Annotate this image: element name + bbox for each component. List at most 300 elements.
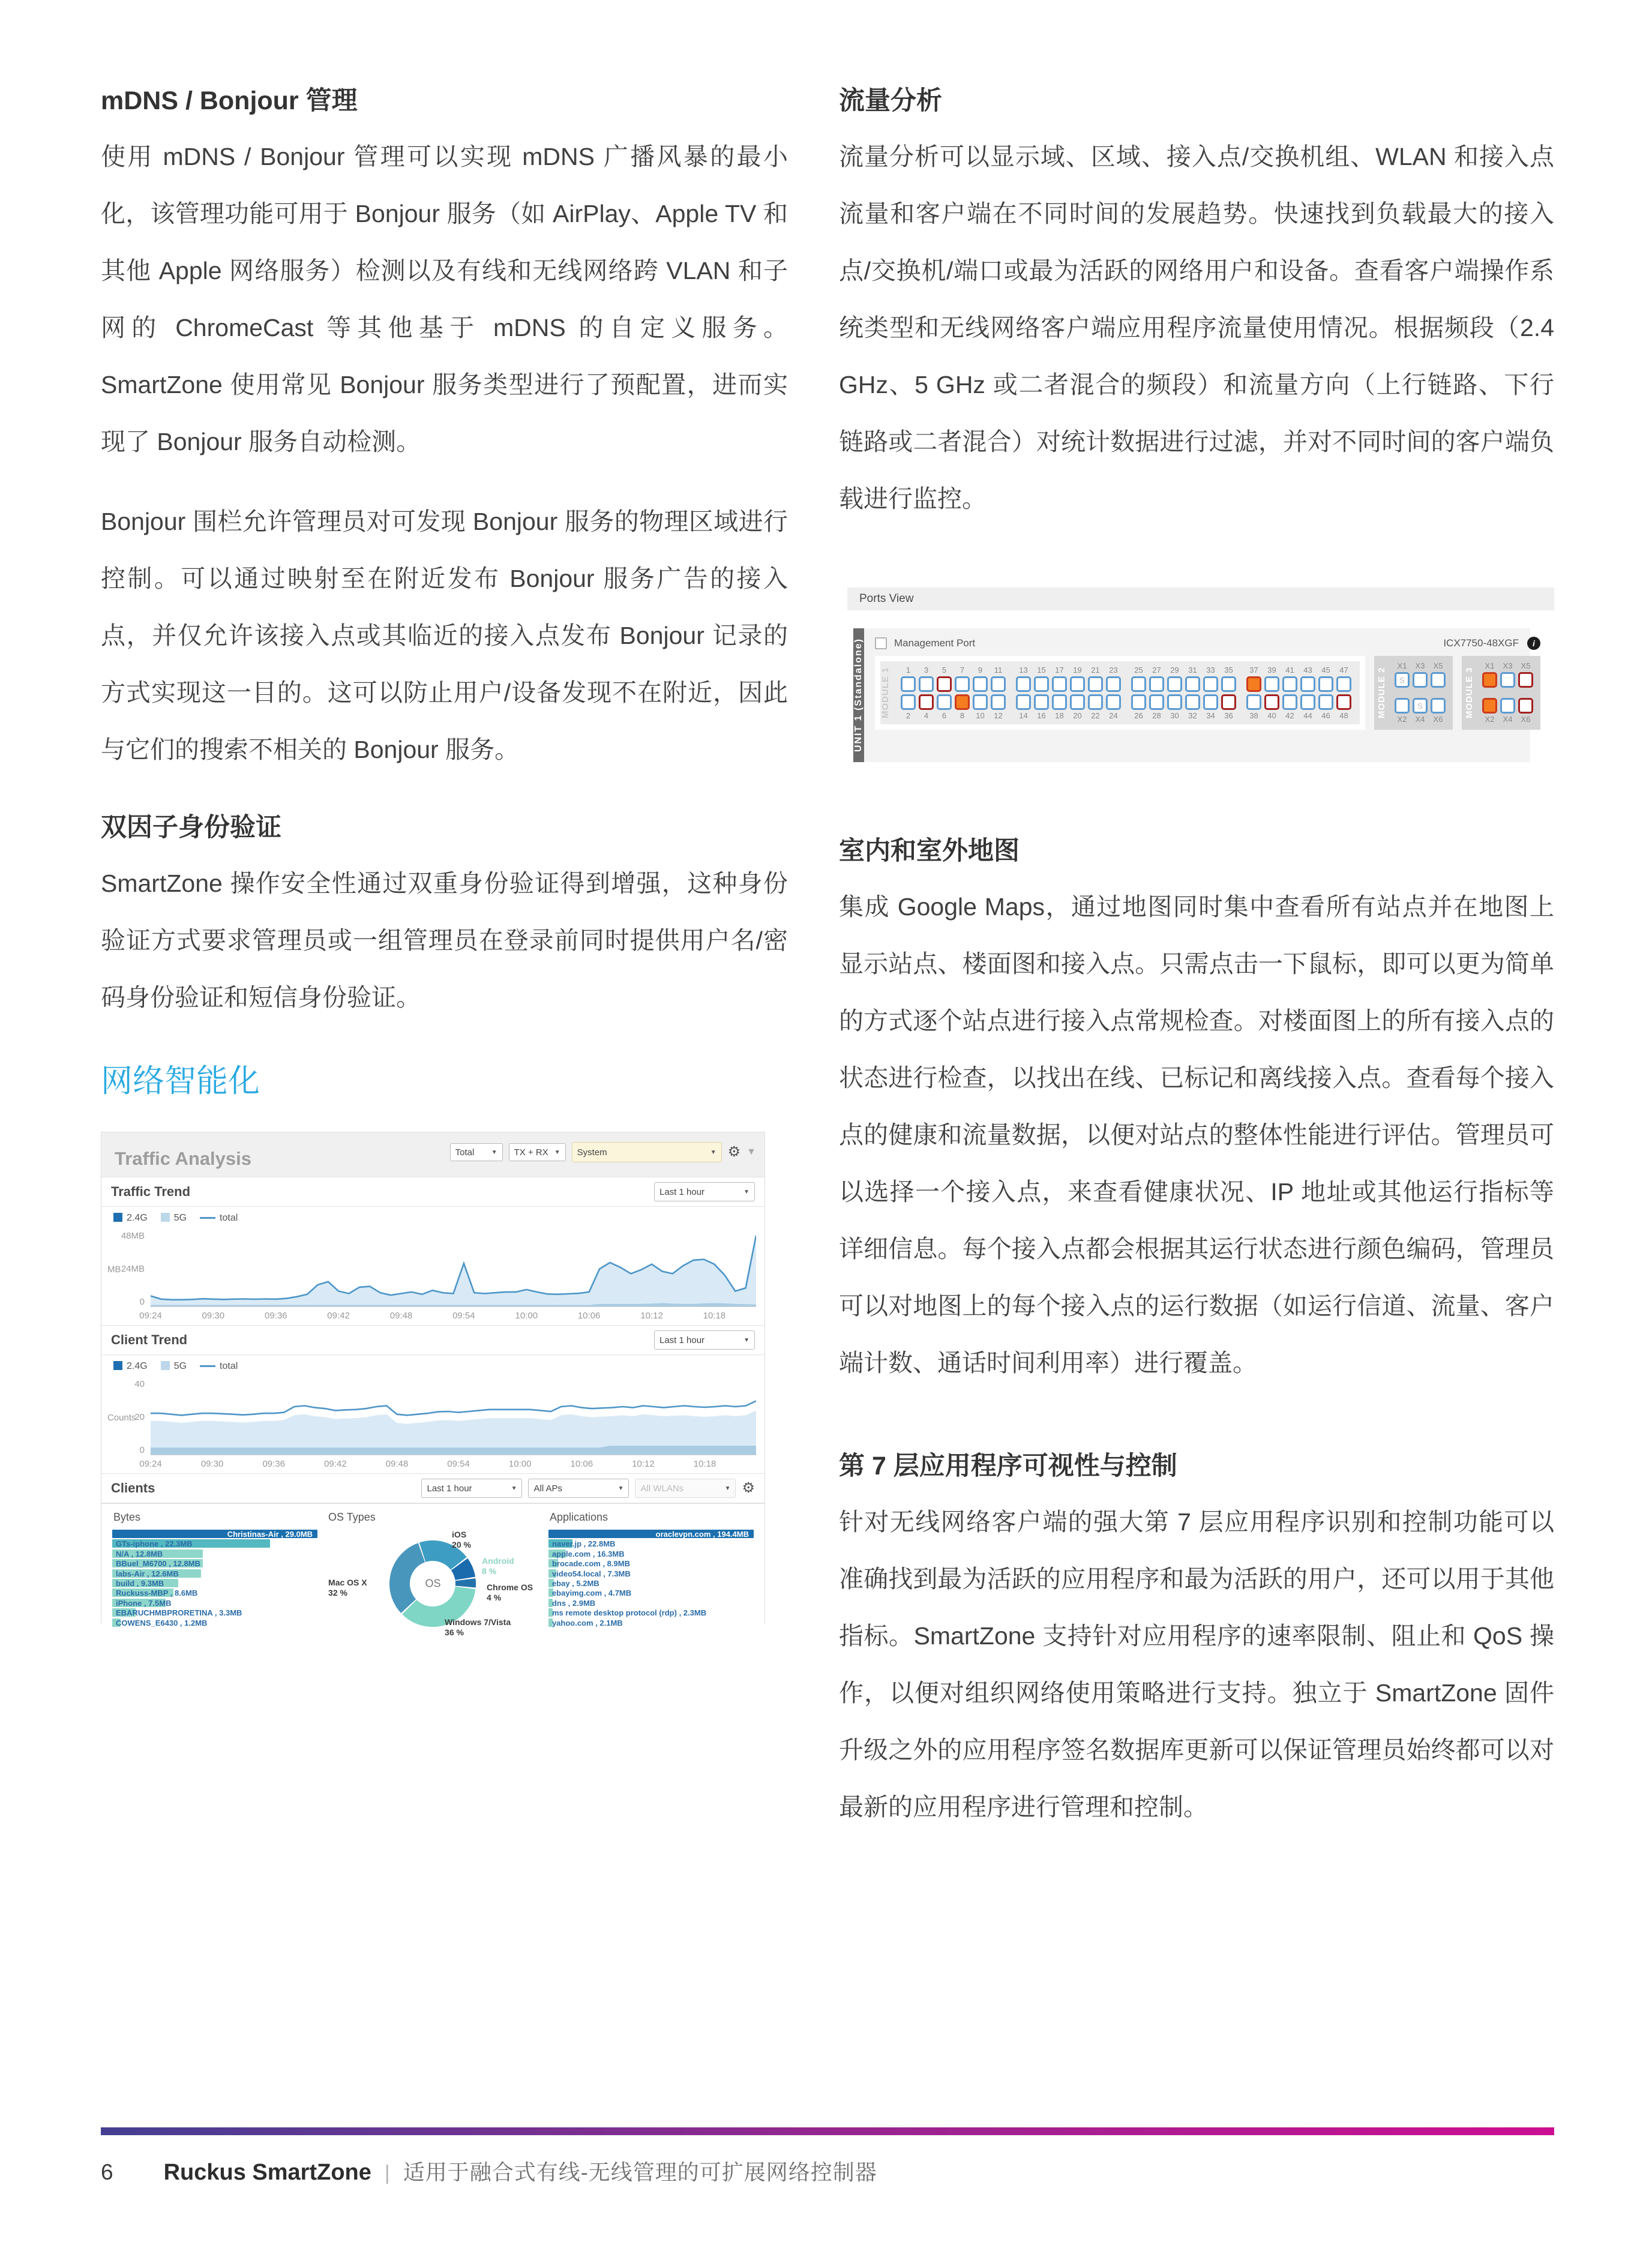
bar-row: [548, 1559, 754, 1569]
port-column: [1482, 661, 1497, 724]
port-column: [1070, 666, 1085, 721]
port-column: [1016, 666, 1031, 721]
range-value: Last 1 hour: [659, 1186, 705, 1197]
port-number: 34: [1206, 711, 1215, 720]
port-column: [937, 666, 952, 721]
port-column: [1431, 661, 1446, 724]
switch-port[interactable]: [1106, 694, 1121, 710]
ports-view-title: Ports View: [847, 588, 1554, 610]
plot-area: [101, 1379, 756, 1455]
switch-port[interactable]: [1413, 698, 1428, 714]
bar-label: labs-Air , 12.6MB: [116, 1569, 179, 1578]
legend-24g-swatch: [113, 1213, 122, 1222]
bar-label: iPhone , 7.5MB: [116, 1598, 172, 1608]
switch-port[interactable]: [901, 694, 916, 710]
port-number: 20: [1073, 711, 1082, 720]
switch-port[interactable]: [1203, 694, 1218, 710]
x-tick-label: 10:12: [632, 1459, 655, 1469]
bar-label: COWENS_E6430 , 1.2MB: [116, 1618, 208, 1627]
port-number: 23: [1109, 665, 1118, 675]
legend-total: total: [200, 1213, 238, 1224]
donut-label-windows-7-vista: Windows 7/Vista 36 %: [445, 1617, 511, 1637]
port-number: 44: [1303, 711, 1312, 720]
switch-port[interactable]: [1221, 694, 1236, 710]
port-column: [1203, 666, 1218, 721]
switch-port[interactable]: [1131, 676, 1146, 692]
bar-label: apple.com , 16.3MB: [551, 1549, 625, 1558]
traffic-analysis-screenshot: [101, 1132, 765, 1637]
switch-port[interactable]: [1413, 672, 1428, 688]
switch-unit-panel: [853, 628, 1535, 762]
port-number: 17: [1055, 665, 1064, 675]
x-tick-label: 09:42: [324, 1459, 347, 1469]
bar-label: naver.jp , 22.8MB: [551, 1539, 616, 1549]
bar-label: brocade.com , 8.9MB: [551, 1559, 630, 1569]
donut-label-mac-os-x: Mac OS X 32 %: [328, 1578, 367, 1597]
unit-toprow: [875, 636, 1540, 651]
range-value: Last 1 hour: [659, 1335, 705, 1345]
port-column: [1034, 666, 1049, 721]
switch-port[interactable]: [1185, 694, 1200, 710]
switch-model-label: ICX7750-48XGF: [1443, 637, 1519, 649]
x-tick-label: 10:00: [508, 1459, 532, 1469]
footer-separator: |: [384, 2162, 390, 2184]
switch-port[interactable]: [1185, 676, 1200, 692]
y-axis-unit: Counts: [107, 1412, 136, 1423]
switch-port[interactable]: [1167, 694, 1182, 710]
port-number: 1: [906, 665, 911, 675]
x-tick-label: 09:30: [200, 1459, 224, 1469]
switch-port[interactable]: [991, 676, 1006, 692]
port-number: 7: [960, 665, 965, 675]
port-column: [1413, 661, 1428, 724]
port-number: X2: [1397, 715, 1407, 724]
switch-port[interactable]: [1052, 676, 1067, 692]
port-group: [1246, 666, 1351, 721]
paragraph: Bonjour 围栏允许管理员对可发现 Bonjour 服务的物理区域进行控制。可以通过映射至在附近发布 Bonjour 服务广告的接入点，并仅允许该接入点或其临近的接入点发布 Bonjour 记录的方式实现这一目的。这可以防止用户/设备发现不在附近，因此与它们的搜索不相关的 Bonjour 服务。: [101, 508, 788, 763]
switch-port[interactable]: [1482, 698, 1497, 714]
port-number: X4: [1503, 715, 1513, 724]
switch-port[interactable]: [1500, 672, 1515, 688]
switch-port[interactable]: [1167, 676, 1182, 692]
os-types-header: OS Types: [328, 1511, 376, 1523]
unit-label: UNIT 1 (Standalone): [853, 638, 864, 753]
port-column: [919, 666, 934, 721]
left-column: [101, 84, 788, 1637]
port-column: [973, 666, 988, 721]
x-tick-label: 09:24: [139, 1311, 162, 1321]
chevron-down-icon: ▼: [724, 1485, 731, 1492]
legend-total-line: [200, 1217, 215, 1219]
port-column: [901, 666, 916, 721]
x-tick-label: 09:30: [202, 1311, 225, 1321]
heading-maps: 室内和室外地图: [839, 837, 1020, 865]
bar-row: [548, 1530, 754, 1539]
bar-label: Ruckuss-MBP , 8.6MB: [116, 1588, 198, 1598]
x-tick-label: 10:00: [515, 1311, 538, 1321]
port-number: 5: [942, 665, 947, 675]
x-tick-label: 09:24: [139, 1459, 162, 1469]
bar-label: ms remote desktop protocol (rdp) , 2.3MB: [551, 1608, 707, 1618]
port-column: [1149, 666, 1164, 721]
bar-label: yahoo.com , 2.1MB: [551, 1618, 623, 1627]
paragraph: 集成 Google Maps，通过地图同时集中查看所有站点并在地图上显示站点、楼面图和接入点。只需点击一下鼠标，即可以更为简单的方式逐个站点进行接入点常规检查。对楼面图上的所有接入点的状态进行检查，以找出在线、已标记和离线接入点。查看每个接入点的健康和流量数据，以便对站点的整体性能进行评估。管理员可以选择一个接入点，来查看健康状况、IP 地址或其他运行指标等详细信息。每个接入点都会根据其运行状态进行颜色编码，管理员可以对地图上的每个接入点的运行数据（如运行信道、流量、客户端计数、通话时间利用率）进行覆盖。: [839, 893, 1554, 1377]
port-number: 38: [1249, 711, 1258, 720]
port-column: [1282, 666, 1297, 721]
stacking-port-label: S: [1399, 675, 1405, 685]
port-column: [991, 666, 1006, 721]
switch-port[interactable]: [991, 694, 1006, 710]
bar-label: dns , 2.9MB: [551, 1598, 596, 1608]
legend-5g-swatch: [161, 1213, 170, 1222]
switch-port[interactable]: [1300, 676, 1315, 692]
switch-port[interactable]: [1221, 676, 1236, 692]
chart-legend: [113, 1361, 238, 1372]
heading-layer7: 第 7 层应用程序可视性与控制: [839, 1452, 1177, 1480]
switch-port[interactable]: [1395, 672, 1410, 688]
switch-port[interactable]: [1106, 676, 1121, 692]
bar-row: [548, 1539, 754, 1549]
heading-network-intelligence: 网络智能化: [101, 1063, 260, 1099]
port-number: 22: [1091, 711, 1100, 720]
switch-port[interactable]: [1264, 694, 1279, 710]
module-2-label: MODULE 2: [1377, 667, 1387, 719]
y-axis-unit: MB: [107, 1264, 121, 1275]
bar-label: ebay , 5.2MB: [551, 1578, 599, 1588]
bar-row: [548, 1599, 754, 1608]
port-number: X4: [1415, 715, 1425, 724]
module-1-ports: [901, 665, 1351, 721]
management-port-checkbox[interactable]: [875, 637, 887, 649]
modules-row: [875, 656, 1540, 730]
footer-brand: Ruckus SmartZone: [163, 2160, 371, 2185]
client-trend-label: Client Trend: [111, 1332, 188, 1347]
switch-port[interactable]: [1336, 676, 1351, 692]
bar-row: [112, 1559, 317, 1569]
bar-label: ebayimg.com , 4.7MB: [551, 1588, 632, 1598]
port-number: 3: [924, 665, 929, 675]
switch-port[interactable]: [1264, 676, 1279, 692]
gear-icon[interactable]: ⚙: [727, 1144, 741, 1160]
port-number: X3: [1415, 661, 1425, 670]
module-1: [875, 656, 1365, 730]
client-trend-range-dropdown[interactable]: [654, 1330, 755, 1350]
switch-port[interactable]: [1395, 698, 1410, 714]
clients-ap-dropdown[interactable]: [528, 1479, 629, 1498]
paragraph: 流量分析可以显示域、区域、接入点/交换机组、WLAN 和接入点流量和客户端在不同时间的发展趋势。快速找到负载最大的接入点/交换机/端口或最为活跃的网络用户和设备。查看客户端操作系统类型和无线网络客户端应用程序流量使用情况。根据频段（2.4 GHz、5 GHz 或二者混合的频段）和流量方向（上行链路、下行链路或二者混合）对统计数据进行过滤，并对不同时间的客户端负载进行监控。: [839, 143, 1554, 512]
bar-label: EBARUCHMBPRORETINA , 3.3MB: [116, 1608, 242, 1618]
switch-port[interactable]: [973, 694, 988, 710]
switch-port[interactable]: [1431, 698, 1446, 714]
switch-port[interactable]: [1088, 676, 1103, 692]
right-column: [839, 84, 1554, 1859]
port-column: [955, 666, 970, 721]
bytes-column: [107, 1507, 322, 1627]
module-3-ports: [1482, 661, 1533, 724]
unit-content: [864, 628, 1549, 762]
switch-port[interactable]: [1016, 676, 1031, 692]
switch-port[interactable]: [1246, 676, 1261, 692]
port-number: X1: [1485, 661, 1495, 670]
switch-port[interactable]: [1318, 676, 1333, 692]
paragraph: SmartZone 操作安全性通过双重身份验证得到增强，这种身份验证方式要求管理员或一组管理员在登录前同时提供用户名/密码身份验证和短信身份验证。: [101, 870, 788, 1011]
direction-dropdown[interactable]: [509, 1143, 566, 1161]
port-column: [1395, 661, 1410, 724]
traffic-trend-label: Traffic Trend: [111, 1184, 191, 1199]
ap-filter-value: All APs: [533, 1483, 563, 1494]
switch-port[interactable]: [955, 676, 970, 692]
y-tick-label: 0: [139, 1297, 145, 1307]
x-tick-label: 09:36: [262, 1459, 285, 1469]
port-number: 29: [1170, 665, 1179, 675]
ports-view-screenshot: [847, 588, 1554, 762]
port-number: 48: [1339, 711, 1348, 720]
bar-row: [112, 1530, 317, 1539]
switch-port[interactable]: [937, 694, 952, 710]
heading-two-factor: 双因子身份验证: [101, 813, 281, 842]
port-number: 45: [1321, 665, 1330, 675]
x-tick-label: 09:42: [327, 1311, 350, 1321]
y-tick-label: 40: [134, 1379, 145, 1389]
gear-icon[interactable]: ⚙: [742, 1480, 755, 1496]
port-number: X1: [1397, 661, 1407, 670]
port-group: [901, 666, 1006, 721]
clients-filters: [421, 1479, 755, 1498]
x-tick-label: 09:48: [385, 1459, 409, 1469]
bar-row: [548, 1618, 754, 1628]
switch-port[interactable]: [1070, 694, 1085, 710]
clients-range-dropdown[interactable]: [421, 1479, 522, 1498]
client-trend-chart: [101, 1355, 764, 1473]
x-axis-labels: [139, 1311, 756, 1323]
port-column: [1131, 666, 1146, 721]
footer: [101, 2156, 1554, 2186]
port-number: 41: [1285, 665, 1294, 675]
bar-row: [112, 1539, 317, 1549]
port-number: 42: [1285, 711, 1294, 720]
bar-row: [548, 1579, 754, 1588]
footer-tagline: 适用于融合式有线-无线管理的可扩展网络控制器: [403, 2160, 877, 2184]
donut-label-android: Android 8 %: [482, 1556, 514, 1576]
chevron-down-icon: ▼: [710, 1149, 716, 1156]
bar-label: Christinas-Air , 29.0MB: [227, 1530, 313, 1539]
port-number: 47: [1339, 665, 1348, 675]
port-number: 31: [1188, 665, 1197, 675]
port-column: [1318, 666, 1333, 721]
filter-icon[interactable]: ▼: [746, 1147, 756, 1157]
port-number: X6: [1433, 715, 1443, 724]
port-column: [1336, 666, 1351, 721]
module-3: [1462, 656, 1540, 730]
switch-port[interactable]: [1282, 694, 1297, 710]
bar-label: GTs-iphone , 22.3MB: [116, 1539, 193, 1549]
y-tick-label: 24MB: [121, 1264, 145, 1274]
legend-24g-swatch: [113, 1361, 122, 1370]
bar-row: [112, 1608, 317, 1618]
port-number: X3: [1503, 661, 1513, 670]
scope-dropdown[interactable]: [450, 1143, 503, 1161]
port-column: [1518, 661, 1533, 724]
x-tick-label: 10:06: [577, 1311, 601, 1321]
switch-port[interactable]: [1300, 694, 1315, 710]
traffic-trend-svg: [151, 1231, 756, 1307]
clients-panel: [101, 1503, 764, 1637]
port-group: [1482, 661, 1533, 724]
port-number: X5: [1521, 661, 1531, 670]
stacking-port-label: S: [1417, 701, 1423, 711]
port-number: 35: [1224, 665, 1233, 675]
donut-label-chrome-os: Chrome OS 4 %: [487, 1582, 533, 1602]
switch-port[interactable]: [937, 676, 952, 692]
chevron-down-icon: ▼: [743, 1336, 749, 1344]
port-column: [1088, 666, 1103, 721]
y-tick-label: 0: [139, 1445, 145, 1455]
port-column: [1300, 666, 1315, 721]
port-number: 26: [1134, 711, 1143, 720]
port-number: 37: [1249, 665, 1258, 675]
chevron-down-icon: ▼: [554, 1149, 560, 1156]
applications-column: [544, 1507, 758, 1627]
port-group: [1016, 666, 1121, 721]
switch-port[interactable]: [901, 676, 916, 692]
x-tick-label: 10:12: [640, 1311, 663, 1321]
switch-port[interactable]: [1203, 676, 1218, 692]
bytes-bar-chart: [112, 1530, 317, 1628]
x-tick-label: 09:48: [389, 1311, 413, 1321]
port-number: 46: [1321, 711, 1330, 720]
switch-port[interactable]: [973, 676, 988, 692]
clients-wlan-dropdown: [635, 1479, 736, 1498]
port-number: 40: [1267, 711, 1276, 720]
traffic-analysis-controls: [450, 1142, 756, 1162]
switch-port[interactable]: [1034, 694, 1049, 710]
port-column: [1167, 666, 1182, 721]
clients-bar: [101, 1473, 764, 1503]
port-number: 43: [1303, 665, 1312, 675]
paragraph: 针对无线网络客户端的强大第 7 层应用程序识别和控制功能可以准确找到最为活跃的应用程序和最为活跃的用户，还可以用于其他指标。SmartZone 支持针对应用程序的速率限制、阻止和 QoS 操作，以便对组织网络使用策略进行支持。独立于 SmartZone 固件升级之外的应用程序签名数据库更新可以保证管理员始终都可以对最新的应用程序进行管理和控制。: [839, 1508, 1554, 1821]
switch-port[interactable]: [1070, 676, 1085, 692]
switch-port[interactable]: [1431, 672, 1446, 688]
port-number: 2: [906, 711, 911, 720]
module-1-inner: [880, 661, 1360, 724]
chevron-down-icon: ▼: [743, 1188, 749, 1195]
bar-row: [548, 1569, 754, 1579]
legend-5g: 5G: [161, 1361, 187, 1372]
port-number: 4: [924, 711, 929, 720]
port-column: [1106, 666, 1121, 721]
client-trend-bar: [101, 1325, 764, 1355]
switch-port[interactable]: [1149, 676, 1164, 692]
target-dropdown[interactable]: [572, 1142, 722, 1162]
heading-mdns-bonjour: mDNS / Bonjour 管理: [101, 86, 358, 115]
switch-port[interactable]: [919, 694, 934, 710]
switch-port[interactable]: [1088, 694, 1103, 710]
port-number: 18: [1055, 711, 1064, 720]
bar-row: [112, 1599, 317, 1608]
port-number: 27: [1152, 665, 1161, 675]
traffic-trend-bar: [101, 1177, 764, 1207]
traffic-trend-range-dropdown[interactable]: [654, 1182, 755, 1201]
port-number: 24: [1109, 711, 1118, 720]
switch-port[interactable]: [1518, 672, 1533, 688]
switch-port[interactable]: [1149, 694, 1164, 710]
unit-sidebar: [853, 628, 864, 762]
bar-label: build , 9.3MB: [116, 1578, 164, 1588]
switch-port[interactable]: [1336, 694, 1351, 710]
x-axis-labels: [139, 1459, 756, 1471]
port-number: 33: [1206, 665, 1215, 675]
legend-24g: 2.4G: [113, 1361, 148, 1372]
port-number: 30: [1170, 711, 1179, 720]
applications-header: Applications: [549, 1511, 608, 1523]
bar-label: N/A , 12.8MB: [116, 1549, 163, 1558]
clients-label: Clients: [111, 1480, 155, 1495]
y-axis-labels: [101, 1379, 151, 1455]
legend-total: total: [200, 1361, 238, 1372]
switch-port[interactable]: [1052, 694, 1067, 710]
port-column: [1264, 666, 1279, 721]
port-number: 25: [1134, 665, 1143, 675]
port-number: 6: [942, 711, 947, 720]
chart-legend: [113, 1213, 238, 1224]
traffic-analysis-header: [101, 1132, 764, 1177]
plot-area: [101, 1231, 756, 1307]
x-tick-label: 10:06: [570, 1459, 593, 1469]
footer-gradient-rule: [101, 2127, 1554, 2135]
bar-row: [112, 1549, 317, 1559]
target-value: System: [577, 1147, 607, 1158]
module-1-label: MODULE 1: [880, 667, 891, 719]
switch-port[interactable]: [1518, 698, 1533, 714]
port-number: 14: [1019, 711, 1028, 720]
bar-row: [548, 1588, 754, 1598]
bar-row: [112, 1618, 317, 1628]
x-tick-label: 09:54: [447, 1459, 470, 1469]
port-column: [1185, 666, 1200, 721]
switch-port[interactable]: [1482, 672, 1497, 688]
traffic-analysis-title: Traffic Analysis: [115, 1148, 252, 1169]
donut-label-ios: iOS 20 %: [452, 1530, 471, 1549]
direction-value: TX + RX: [514, 1147, 548, 1158]
port-number: X6: [1521, 715, 1531, 724]
wlan-filter-value: All WLANs: [640, 1483, 684, 1494]
donut-center-label: OS: [425, 1577, 441, 1590]
port-number: 9: [978, 665, 983, 675]
switch-port[interactable]: [1282, 676, 1297, 692]
port-number: 10: [976, 711, 985, 720]
switch-port[interactable]: [1246, 694, 1261, 710]
paragraph: 使用 mDNS / Bonjour 管理可以实现 mDNS 广播风暴的最小化，该管理功能可用于 Bonjour 服务（如 AirPlay、Apple TV 和其他 Apple 网络服务）检测以及有线和无线网络跨 VLAN 和子网的 ChromeCast 等其他基于 mDNS 的自定义服务。SmartZone 使用常见 Bonjour 服务类型进行了预配置，进而实现了 Bonjour 服务自动检测。: [101, 143, 788, 455]
x-tick-label: 10:18: [693, 1459, 716, 1469]
switch-port[interactable]: [955, 694, 970, 710]
module-2: [1374, 656, 1453, 730]
bar-label: BBuel_M6700 , 12.8MB: [116, 1559, 200, 1569]
switch-port[interactable]: [1034, 676, 1049, 692]
info-icon[interactable]: i: [1527, 637, 1540, 650]
port-column: [1246, 666, 1261, 721]
management-port-label: Management Port: [894, 637, 976, 649]
port-column: [1221, 666, 1236, 721]
switch-port[interactable]: [919, 676, 934, 692]
switch-port[interactable]: [1318, 694, 1333, 710]
switch-port[interactable]: [1131, 694, 1146, 710]
port-group: [1131, 666, 1236, 721]
port-number: X5: [1433, 661, 1443, 670]
switch-port[interactable]: [1500, 698, 1515, 714]
switch-port[interactable]: [1016, 694, 1031, 710]
legend-total-line: [200, 1365, 215, 1367]
bar-label: oraclevpn.com , 194.4MB: [655, 1530, 749, 1539]
